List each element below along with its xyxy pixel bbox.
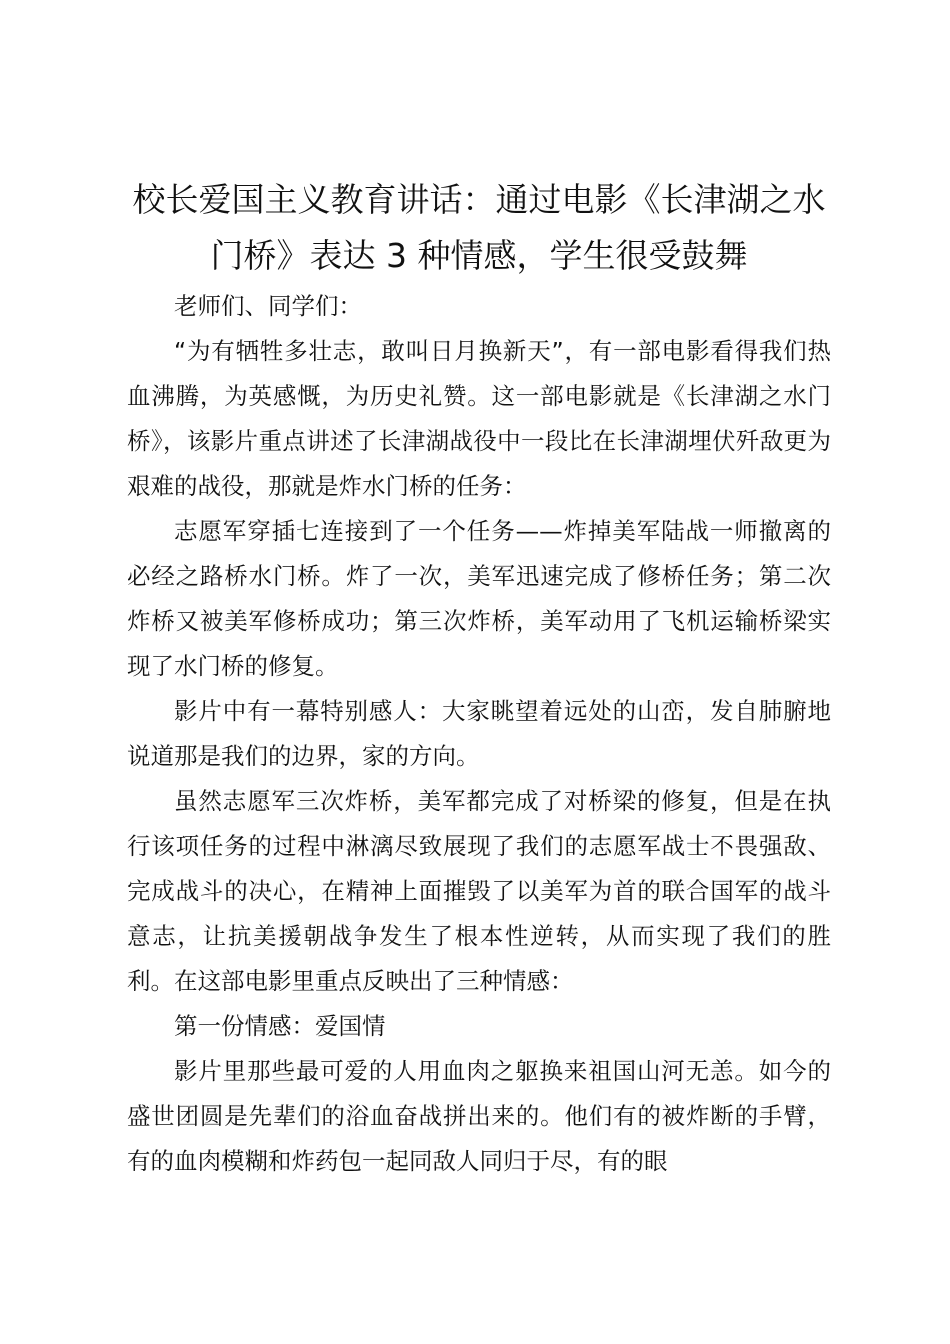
paragraph-section-heading: 第一份情感：爱国情 [174,1012,386,1040]
document-title: 校长爱国主义教育讲话：通过电影《长津湖之水门桥》表达 3 种情感，学生很受鼓舞 [132,180,826,275]
paragraph-significance: 虽然志愿军三次炸桥，美军都完成了对桥梁的修复，但是在执行该项任务的过程中淋漓尽致展现了我们的志愿军战士不畏强敌、完成战斗的决心，在精神上面摧毁了以美军为首的联合国军的战斗意志，让抗美援朝战争发生了根本性逆转，从而实现了我们的胜利。在这部电影里重点反映出了三种情感： [127,787,831,995]
paragraph-patriotism: 影片里那些最可爱的人用血肉之躯换来祖国山河无恙。如今的盛世团圆是先辈们的浴血奋战拼出来的。他们有的被炸断的手臂，有的血肉模糊和炸药包一起同敌人同归于尽，有的眼 [127,1057,831,1175]
paragraph-mission: 志愿军穿插七连接到了一个任务——炸掉美军陆战一师撤离的必经之路桥水门桥。炸了一次，美军迅速完成了修桥任务；第二次炸桥又被美军修桥成功；第三次炸桥，美军动用了飞机运输桥梁实现了水门桥的修复。 [127,517,831,680]
paragraph-intro: “为有牺牲多壮志，敢叫日月换新天”，有一部电影看得我们热血沸腾，为英感慨，为历史礼赞。这一部电影就是《长津湖之水门桥》，该影片重点讲述了长津湖战役中一段比在长津湖埋伏歼敌更为艰难的战役，那就是炸水门桥的任务： [127,337,831,500]
paragraph-scene: 影片中有一幕特别感人：大家眺望着远处的山峦，发自肺腑地说道那是我们的边界，家的方向。 [127,697,831,770]
document-page [127,172,831,1184]
paragraph-greeting: 老师们、同学们： [174,292,362,320]
